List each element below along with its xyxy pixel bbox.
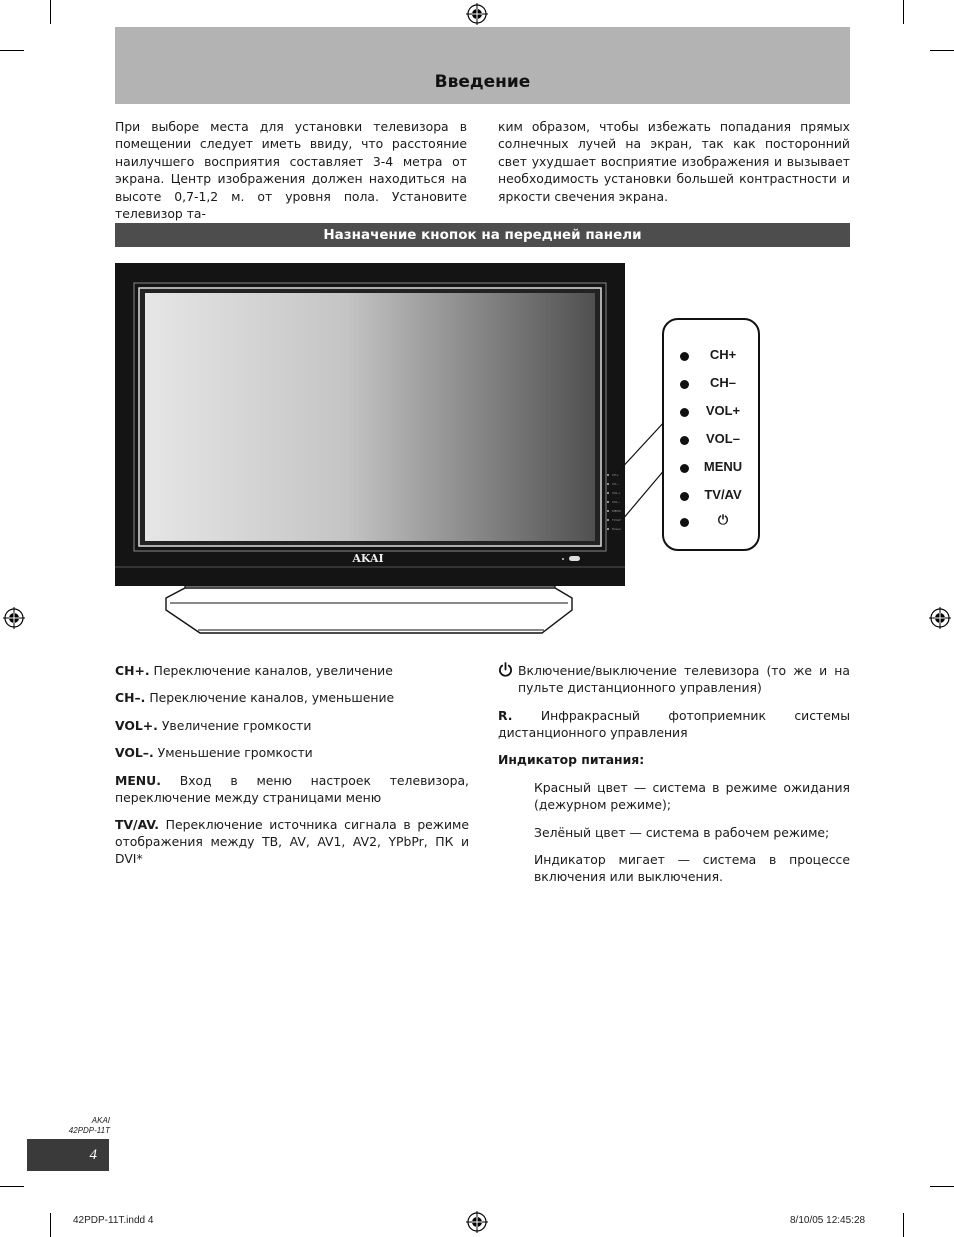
registration-mark-icon — [3, 607, 25, 629]
bullet-icon — [680, 352, 689, 361]
desc-ch-minus — [115, 689, 469, 706]
desc-key: CH+. — [115, 663, 150, 678]
trim-mark — [0, 1186, 24, 1187]
tv-side-label: CH− — [612, 482, 619, 486]
desc-ch-plus — [115, 662, 469, 679]
bullet-icon — [680, 380, 689, 389]
tv-brand-logo: AKAI — [352, 552, 384, 565]
desc-text: Вход в меню настроек телевизора, переключение между страницами меню — [115, 773, 469, 805]
desc-text: Переключение каналов, уменьшение — [149, 690, 395, 705]
desc-text: Уменьшение громкости — [157, 745, 313, 760]
desc-key: VOL–. — [115, 745, 154, 760]
footer-brand-block — [40, 1116, 110, 1136]
callout-row-menu — [664, 458, 758, 478]
power-icon — [498, 662, 513, 677]
indicator-item: Зелёный цвет — система в рабочем режиме; — [534, 825, 830, 840]
tv-side-label: TV/AV — [612, 518, 621, 522]
callout-row-vol-plus — [664, 402, 758, 422]
trim-mark — [50, 0, 51, 24]
trim-mark — [930, 50, 954, 51]
bullet-icon — [680, 518, 689, 527]
indicator-item: Красный цвет — система в режиме ожидания (дежурном режиме); — [534, 780, 850, 812]
desc-text: Инфракрасный фотоприемник системы дистанционного управления — [498, 708, 850, 740]
file-slug: 42PDP-11T.indd 4 — [73, 1215, 154, 1226]
callout-label: VOL– — [706, 431, 740, 446]
callout-label: VOL+ — [705, 403, 741, 418]
desc-vol-plus — [115, 717, 469, 734]
indicator-item: Индикатор мигает — система в процессе включения или выключения. — [534, 852, 850, 884]
callout-label: TV/AV — [704, 487, 742, 502]
intro-right-column: ким образом, чтобы избежать попадания прямых солнечных лучей на экран, так как посторонний свет ухудшает восприятие изображения и вызывает необходимость установки большей контрастности и яркости свечения экрана. — [498, 119, 850, 204]
button-callout-panel — [662, 318, 760, 551]
tv-illustration — [110, 258, 670, 648]
tv-indicator-dot — [562, 558, 564, 560]
trim-mark — [930, 1186, 954, 1187]
desc-text: Переключение каналов, увеличение — [153, 663, 393, 678]
intro-left-column: При выборе места для установки телевизора в помещении следует иметь ввиду, что расстояние наилучшего восприятия составляет 3-4 метра от экрана. Центр изображения должен находиться на высоте 0,7-1,2 м. от уровня пола. Установите телевизор та- — [115, 119, 467, 222]
tv-side-label: VOL− — [612, 500, 621, 504]
trim-mark — [50, 1213, 51, 1237]
bullet-icon — [680, 408, 689, 417]
desc-tv-av — [115, 816, 469, 867]
section-title: Назначение кнопок на передней панели — [323, 227, 642, 243]
trim-mark — [0, 50, 24, 51]
callout-label: CH– — [709, 375, 736, 390]
desc-menu — [115, 772, 469, 806]
desc-key: TV/AV. — [115, 817, 160, 832]
callout-label: CH+ — [709, 347, 737, 362]
footer-brand: AKAI — [91, 1116, 110, 1125]
desc-key: MENU. — [115, 773, 161, 788]
page-title: Введение — [434, 72, 531, 92]
tv-side-label: VOL+ — [612, 491, 621, 495]
bullet-icon — [680, 436, 689, 445]
desc-ir-receiver — [498, 707, 850, 741]
desc-text: Увеличение громкости — [161, 718, 312, 733]
registration-mark-icon — [466, 3, 488, 25]
indicator-heading: Индикатор питания: — [498, 752, 645, 767]
trim-mark — [903, 0, 904, 24]
bullet-icon — [680, 464, 689, 473]
desc-key: CH–. — [115, 690, 146, 705]
callout-label: MENU — [703, 459, 743, 474]
callout-row-vol-minus — [664, 430, 758, 450]
tv-side-label: CH+ — [612, 473, 619, 477]
registration-mark-icon — [929, 607, 951, 629]
section-heading-band — [115, 223, 850, 247]
tv-screen — [145, 293, 595, 541]
desc-power: Включение/выключение телевизора (то же и на пульте дистанционного управления) — [518, 663, 850, 695]
desc-vol-minus — [115, 744, 469, 761]
power-icon: ⏻ — [717, 513, 729, 528]
desc-key: VOL+. — [115, 718, 158, 733]
header-band — [115, 27, 850, 104]
desc-text: Переключение источника сигнала в режиме отображения между ТВ, AV, AV1, AV2, YPbPr, ПК и DVI* — [115, 817, 469, 866]
desc-key: R. — [498, 708, 513, 723]
tv-side-label: MENU — [612, 509, 621, 513]
print-timestamp: 8/10/05 12:45:28 — [790, 1215, 866, 1226]
callout-row-tv-av — [664, 486, 758, 506]
bullet-icon — [680, 492, 689, 501]
callout-row-ch-plus — [664, 346, 758, 366]
trim-mark — [903, 1213, 904, 1237]
page-number-box — [27, 1139, 109, 1171]
callout-row-power — [664, 512, 758, 532]
callout-row-ch-minus — [664, 374, 758, 394]
footer-model: 42PDP-11T — [68, 1126, 110, 1135]
page-number: 4 — [89, 1146, 97, 1163]
tv-ir-window — [569, 556, 580, 561]
tv-side-label: Power — [612, 527, 622, 531]
registration-mark-icon — [466, 1211, 488, 1233]
tv-stand-base — [166, 588, 572, 633]
